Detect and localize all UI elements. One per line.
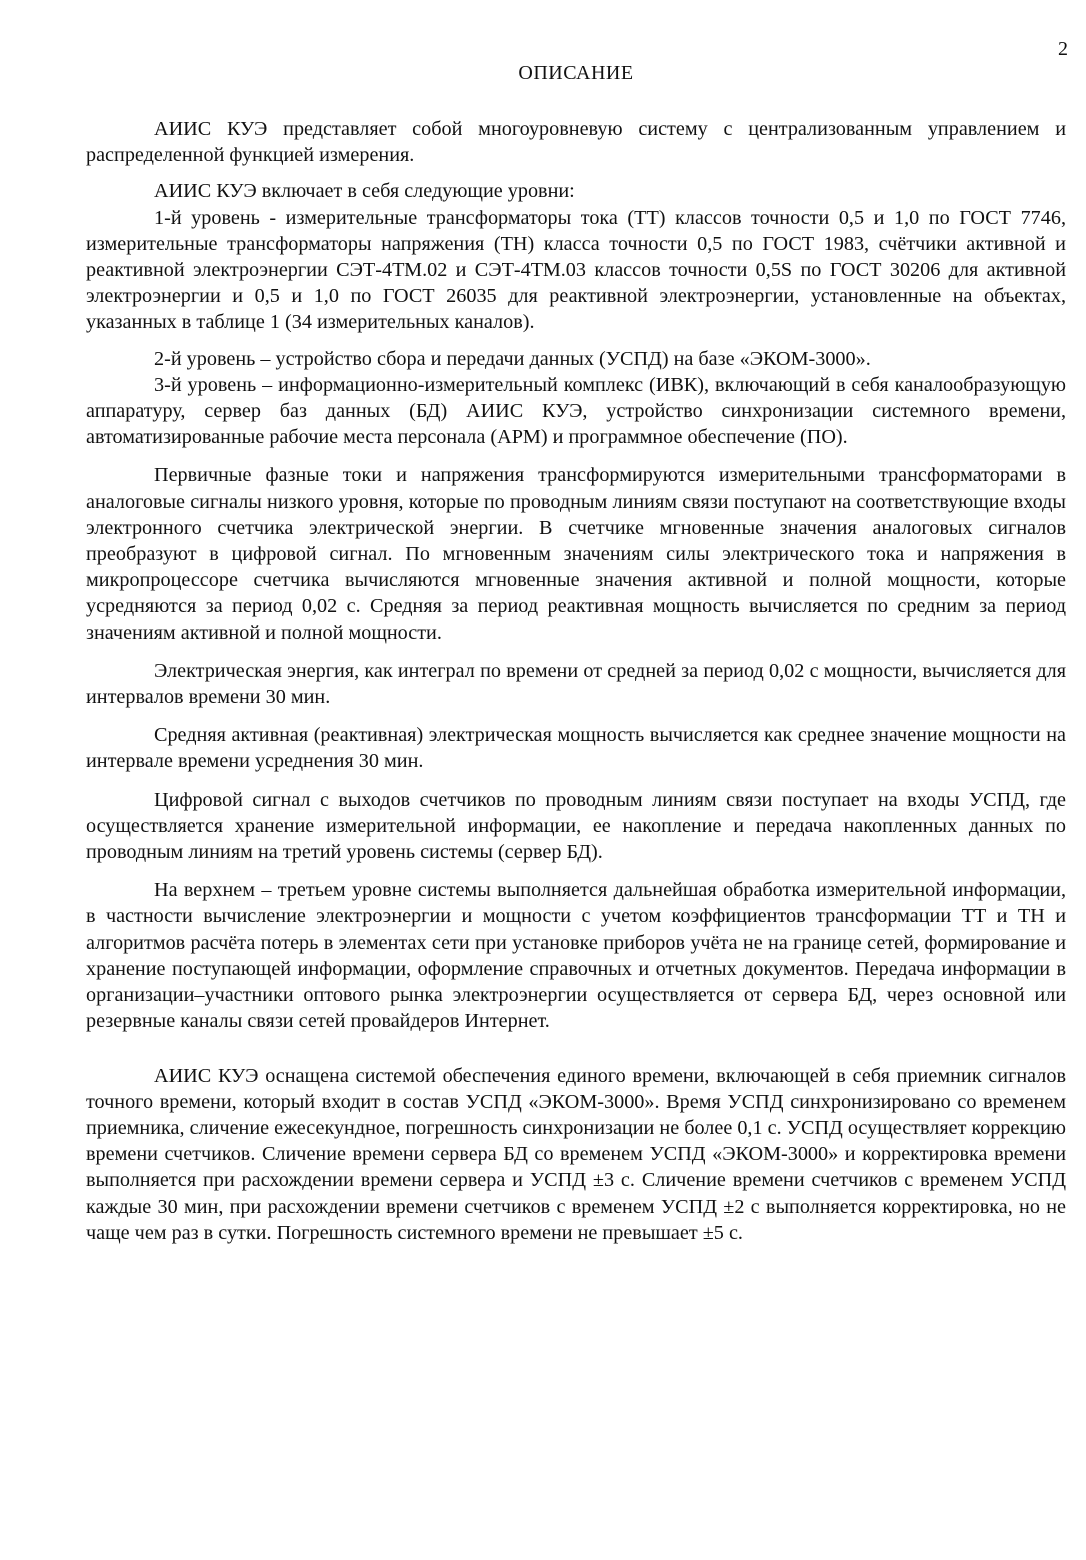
- paragraph-levels-intro: АИИС КУЭ включает в себя следующие уровни:: [154, 180, 575, 203]
- paragraph-average-power: Средняя активная (реактивная) электрическая мощность вычисляется как среднее значение мощности на интервале времени усреднения 30 мин.: [86, 724, 1066, 773]
- paragraph-upper-level: На верхнем – третьем уровне системы выполняется дальнейшая обработка измерительной информации, в частности вычисление электроэнергии и мощности с учетом коэффициентов трансформации ТТ и ТН и алгоритмов расчёта потерь в элементах сети при установке приборов учёта не на границе сетей, формирование и хранение поступающей информации, оформление справочных и отчетных документов. Передача информации в организации–участники оптового рынка электроэнергии осуществляется от сервера БД, через основной или резервные каналы связи сетей провайдеров Интернет.: [86, 879, 1066, 1033]
- document-title: ОПИСАНИЕ: [518, 62, 634, 84]
- page-number: 2: [1058, 38, 1068, 60]
- paragraph-level-3: 3-й уровень – информационно-измерительный комплекс (ИВК), включающий в себя каналообразующую аппаратуру, сервер баз данных (БД) АИИС КУЭ, устройство синхронизации системного времени, автоматизированные рабочие места персонала (АРМ) и программное обеспечение (ПО).: [86, 373, 1066, 449]
- paragraph-signal-processing: Первичные фазные токи и напряжения трансформируются измерительными трансформаторами в аналоговые сигналы низкого уровня, которые по проводным линиям связи поступают на соответствующие входы электронного счетчика электрической энергии. В счетчике мгновенные значения аналоговых сигналов преобразуют в цифровой сигнал. По мгновенным значениям силы электрического тока и напряжения в микропроцессоре счетчика вычисляются мгновенные значения активной и полной мощности, которые усредняются за период 0,02 с. Средняя за период реактивная мощность вычисляется по средним за период значениям активной и полной мощности.: [86, 464, 1066, 644]
- paragraph-level-2: 2-й уровень – устройство сбора и передачи данных (УСПД) на базе «ЭКОМ-3000».: [154, 347, 871, 370]
- paragraph-system-overview: АИИС КУЭ представляет собой многоуровневую систему с централизованным управлением и распределенной функцией измерения.: [86, 118, 1066, 167]
- paragraph-digital-signal: Цифровой сигнал с выходов счетчиков по проводным линиям связи поступает на входы УСПД, где осуществляется хранение измерительной информации, ее накопление и передача накопленных данных по проводным линиям на третий уровень системы (сервер БД).: [86, 788, 1066, 864]
- paragraph-level-1: 1-й уровень - измерительные трансформаторы тока (ТТ) классов точности 0,5 и 1,0 по ГОСТ 7746, измерительные трансформаторы напряжения (ТН) класса точности 0,5 по ГОСТ 1983, счётчики активной и реактивной электроэнергии СЭТ-4ТМ.02 и СЭТ-4ТМ.03 классов точности 0,5S по ГОСТ 30206 для активной электроэнергии и 0,5 и 1,0 по ГОСТ 26035 для реактивной электроэнергии, установленные на объектах, указанных в таблице 1 (34 измерительных каналов).: [86, 206, 1066, 334]
- document-body: [86, 116, 1066, 1246]
- paragraph-energy-calculation: Электрическая энергия, как интеграл по времени от средней за период 0,02 с мощности, вычисляется для интервалов времени 30 мин.: [86, 659, 1066, 709]
- paragraph-time-sync: АИИС КУЭ оснащена системой обеспечения единого времени, включающей в себя приемник сигналов точного времени, который входит в состав УСПД «ЭКОМ-3000». Время УСПД синхронизировано со временем приемника, сличение ежесекундное, погрешность синхронизации не более 0,1 с. УСПД осуществляет коррекцию времени счетчиков. Сличение времени сервера БД со временем УСПД «ЭКОМ-3000» и корректировка времени выполняется при расхождении времени сервера и УСПД ±3 с. Сличение времени счетчиков с временем УСПД каждые 30 мин, при расхождении времени счетчиков с временем УСПД ±2 с выполняется корректировка, но не чаще чем раз в сутки. Погрешность системного времени не превышает ±5 с.: [86, 1064, 1066, 1244]
